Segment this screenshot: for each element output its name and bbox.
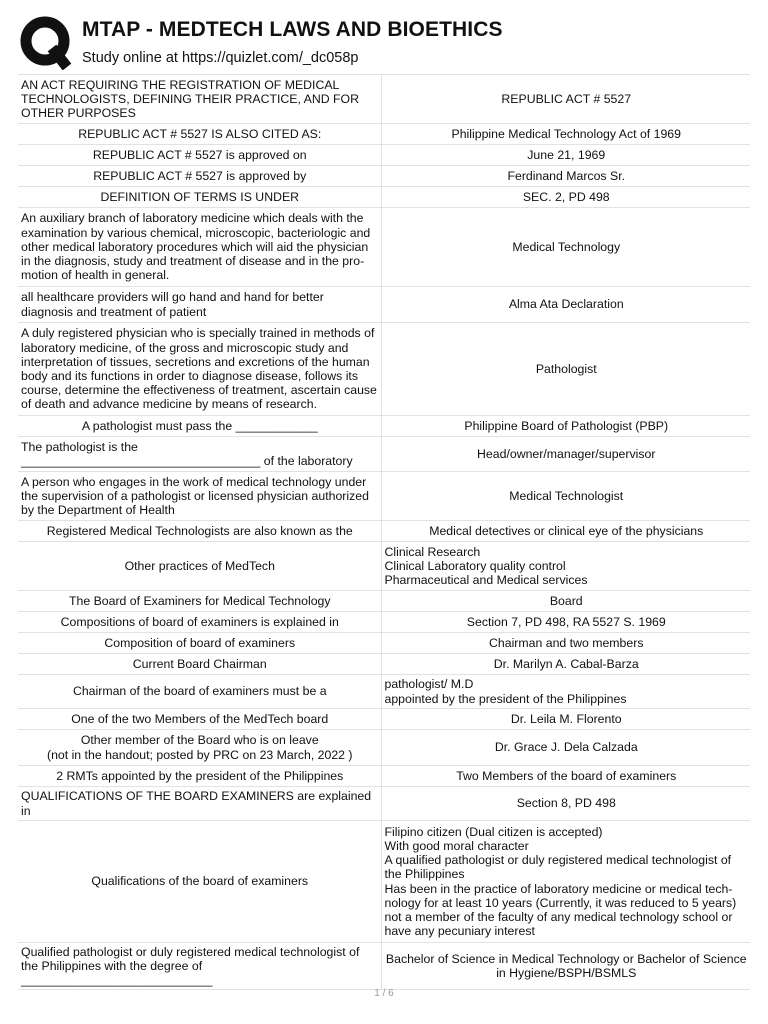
flashcard-row [18, 472, 750, 521]
term-line: Other member of the Board who is on leave [80, 733, 319, 748]
flashcard-row [18, 521, 750, 542]
flashcard-row [18, 208, 750, 287]
flashcard-row [18, 287, 750, 323]
flashcard-term [18, 675, 381, 709]
flashcard-term [18, 766, 381, 787]
flashcard-row [18, 633, 750, 654]
flashcard-term [18, 821, 381, 943]
flashcard-definition [381, 612, 750, 633]
term-text: A person who engages in the work of medical technology under the supervision of a pathologist or licensed physician authorized by the Department of Health [21, 474, 369, 518]
definition-text: Alma Ata Declaration [508, 297, 624, 312]
flashcard-definition [381, 437, 750, 472]
flashcard-term [18, 709, 381, 730]
definition-text: Ferdinand Marcos Sr. [507, 168, 626, 183]
flashcard-definition [381, 521, 750, 542]
definition-lines [385, 545, 749, 588]
flashcard-term [18, 208, 381, 287]
term-text: REPUBLIC ACT # 5527 is approved by [93, 168, 307, 183]
definition-text: Bachelor of Science in Medical Technology or Bachelor of Science in Hygiene/BSPH/BSMLS [385, 951, 747, 980]
term-text: The pathologist is the ___________________________________ of the laboratory [21, 439, 353, 468]
study-online-link[interactable]: Study online at https://quizlet.com/_dc058p [82, 50, 359, 66]
flashcard-definition [381, 709, 750, 730]
flashcard-row [18, 416, 750, 437]
term-text: Compositions of board of examiners is explained in [60, 614, 339, 629]
flashcard-definition [381, 943, 750, 990]
flashcard-definition [381, 287, 750, 323]
definition-text: Medical Technology [512, 239, 621, 254]
flashcard-term [18, 472, 381, 521]
flashcard-table [18, 74, 750, 990]
flashcard-row [18, 730, 750, 766]
definition-text: Philippine Medical Technology Act of 1969 [451, 126, 681, 141]
quizlet-logo-icon [18, 14, 74, 70]
term-lines [21, 733, 379, 761]
flashcard-term [18, 633, 381, 654]
term-text: The Board of Examiners for Medical Technology [68, 593, 331, 608]
flashcard-row [18, 437, 750, 472]
term-text: Qualifications of the board of examiners [91, 874, 309, 889]
flashcard-term [18, 591, 381, 612]
flashcard-term [18, 75, 381, 124]
flashcard-row [18, 187, 750, 208]
flashcard-definition [381, 416, 750, 437]
page-indicator: 1 / 6 [374, 988, 394, 999]
definition-text: Head/owner/manager/supervisor [477, 446, 656, 461]
term-line: (not in the handout; posted by PRC on 23 March, 2022 ) [46, 747, 353, 762]
flashcard-definition [381, 75, 750, 124]
definition-line: Clinical Research [384, 544, 481, 559]
flashcard-row [18, 75, 750, 124]
flashcard-term [18, 521, 381, 542]
term-text: DEFINITION OF TERMS IS UNDER [100, 189, 300, 204]
definition-text: Pathologist [535, 361, 597, 376]
term-text: Qualified pathologist or duly registered medical technologist of the Philippines with the degree of ____________________________ [21, 944, 360, 987]
term-text: Registered Medical Technologists are also known as the [46, 523, 353, 538]
term-text: A duly registered physician who is specially trained in methods of laboratory medicine, of the gross and microscopic study and interpretation of tissues, secretions and excretions of the human body and its functions in order to diagnose disease, follows its course, determine the effectiveness of treatment, ascertain cause of death and advance medicine by means of research. [21, 326, 377, 412]
definition-line: pathologist/ M.D [384, 677, 474, 692]
definition-line: Clinical Laboratory quality control [384, 558, 566, 573]
flashcard-row [18, 612, 750, 633]
term-text: One of the two Members of the MedTech board [71, 711, 329, 726]
term-text: Composition of board of examiners [104, 635, 296, 650]
flashcard-definition [381, 542, 750, 591]
definition-line: not a member of the faculty of any medical technology school or have any pecuniary interest [384, 909, 733, 939]
term-text: REPUBLIC ACT # 5527 IS ALSO CITED AS: [78, 126, 322, 141]
definition-text: Medical detectives or clinical eye of the physicians [429, 523, 704, 538]
flashcard-row [18, 542, 750, 591]
flashcard-row [18, 124, 750, 145]
definition-line: Filipino citizen (Dual citizen is accepted) [384, 824, 603, 839]
definition-text: Section 7, PD 498, RA 5527 S. 1969 [466, 614, 666, 629]
flashcard-definition [381, 787, 750, 821]
definition-lines [385, 677, 749, 705]
definition-text: Dr. Leila M. Florento [510, 711, 622, 726]
flashcard-row [18, 591, 750, 612]
definition-line: Pharmaceutical and Medical services [384, 573, 588, 588]
term-text: 2 RMTs appointed by the president of the Philippines [56, 768, 344, 783]
definition-line: Has been in the practice of laboratory medicine or medical tech-nology for at least 10 years (Currently, it was reduced to 5 years) [384, 881, 737, 910]
flashcard-row [18, 709, 750, 730]
page-title: MTAP - MEDTECH LAWS AND BIOETHICS [82, 18, 503, 41]
flashcard-term [18, 187, 381, 208]
flashcard-row [18, 787, 750, 821]
definition-line: With good moral character [384, 838, 529, 853]
definition-lines [385, 825, 749, 939]
flashcard-term [18, 145, 381, 166]
flashcard-definition [381, 730, 750, 766]
definition-text: Dr. Marilyn A. Cabal-Barza [493, 656, 639, 671]
flashcard-definition [381, 591, 750, 612]
term-text: Other practices of MedTech [124, 558, 275, 573]
flashcard-row [18, 766, 750, 787]
term-text: REPUBLIC ACT # 5527 is approved on [92, 147, 307, 162]
flashcard-term [18, 124, 381, 145]
flashcard-term [18, 654, 381, 675]
flashcard-definition [381, 145, 750, 166]
flashcard-row [18, 323, 750, 416]
flashcard-term [18, 437, 381, 472]
flashcard-definition [381, 821, 750, 943]
page-header [18, 14, 758, 72]
definition-text: June 21, 1969 [527, 147, 606, 162]
flashcard-row [18, 166, 750, 187]
term-text: AN ACT REQUIRING THE REGISTRATION OF MEDICAL TECHNOLOGISTS, DEFINING THEIR PRACTICE, AND FOR OTHER PURPOSES [21, 77, 359, 121]
flashcard-term [18, 542, 381, 591]
flashcard-term [18, 612, 381, 633]
flashcard-definition [381, 472, 750, 521]
definition-text: Philippine Board of Pathologist (PBP) [464, 418, 669, 433]
definition-text: Two Members of the board of examiners [456, 768, 677, 783]
flashcard-definition [381, 124, 750, 145]
term-text: QUALIFICATIONS OF THE BOARD EXAMINERS are explained in [21, 789, 372, 818]
definition-line: A qualified pathologist or duly registered medical technologist of the Philippines [384, 853, 732, 882]
flashcard-term [18, 730, 381, 766]
flashcard-term [18, 287, 381, 323]
term-text: all healthcare providers will go hand and hand for better diagnosis and treatment of patient [21, 290, 324, 319]
flashcard-row [18, 675, 750, 709]
flashcard-definition [381, 187, 750, 208]
term-text: An auxiliary branch of laboratory medicine which deals with the examination by various chemical, microscopic, bacteriologic and other medical laboratory procedures which will aid the physician in the diagnosis, study and treatment of disease and in the pro-motion of health in general. [21, 211, 371, 283]
flashcard-row [18, 654, 750, 675]
flashcard-term [18, 416, 381, 437]
flashcard-term [18, 787, 381, 821]
definition-line: appointed by the president of the Philippines [384, 691, 627, 706]
flashcard-definition [381, 323, 750, 416]
flashcard-definition [381, 654, 750, 675]
flashcard-definition [381, 675, 750, 709]
flashcard-term [18, 943, 381, 990]
flashcard-term [18, 323, 381, 416]
flashcard-row [18, 943, 750, 990]
flashcard-definition [381, 766, 750, 787]
flashcard-row [18, 821, 750, 943]
definition-text: SEC. 2, PD 498 [522, 189, 610, 204]
flashcard-term [18, 166, 381, 187]
flashcard-definition [381, 633, 750, 654]
flashcard-definition [381, 208, 750, 287]
term-text: Chairman of the board of examiners must be a [72, 684, 327, 699]
flashcard-row [18, 145, 750, 166]
definition-text: Section 8, PD 498 [516, 796, 616, 811]
definition-text: Medical Technologist [509, 488, 624, 503]
definition-text: Dr. Grace J. Dela Calzada [494, 740, 638, 755]
definition-text: REPUBLIC ACT # 5527 [501, 91, 632, 106]
term-text: Current Board Chairman [132, 656, 267, 671]
flashcard-definition [381, 166, 750, 187]
definition-text: Board [549, 593, 583, 608]
definition-text: Chairman and two members [489, 635, 644, 650]
term-text: A pathologist must pass the ____________ [81, 418, 318, 433]
